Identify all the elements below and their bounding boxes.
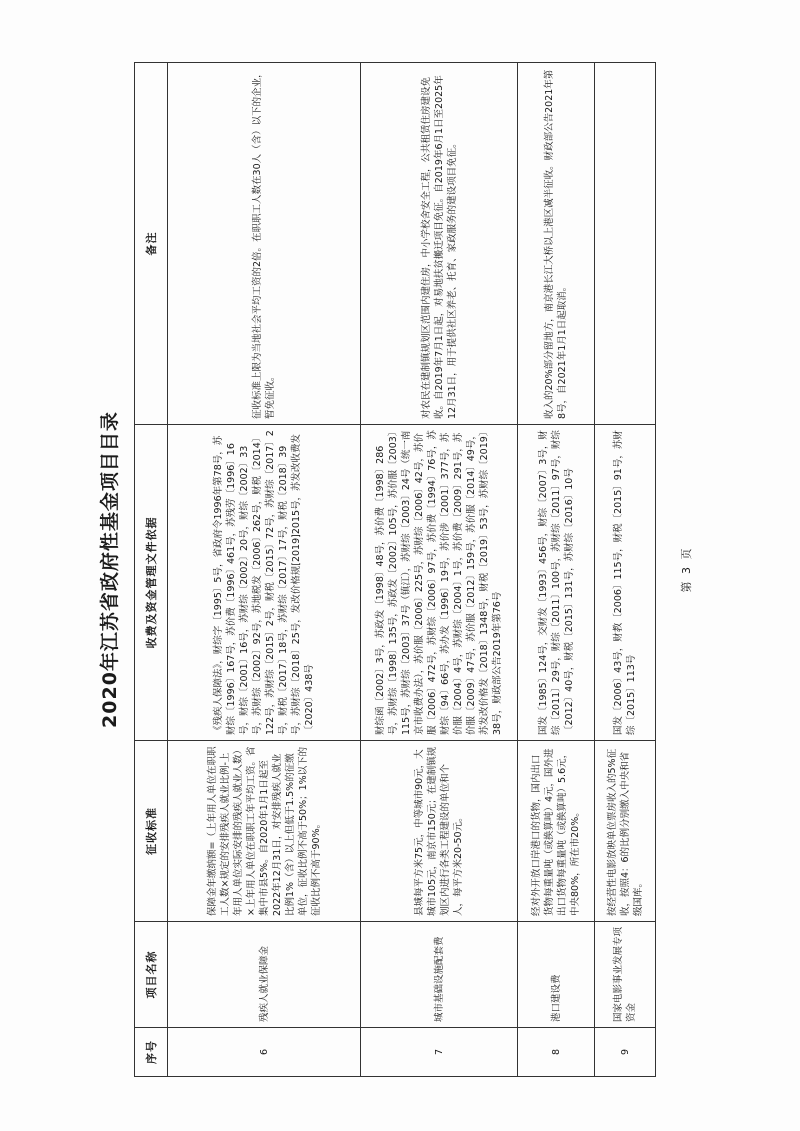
- levy-standard: 县城每平方米75元，中等城市90元，大城市105元，南京市150元；在建制镇规划区内进行各类工程建设的单位和个人，每平方米20-50元。: [361, 741, 518, 922]
- header-standard: 征收标准: [135, 741, 168, 922]
- row-number: 7: [361, 1028, 518, 1077]
- remarks: [595, 63, 656, 425]
- row-number: 8: [518, 1028, 595, 1077]
- table-row: [168, 63, 361, 1077]
- header-name: 项目名称: [135, 922, 168, 1028]
- basis-documents: 国发〔2006〕43号，财教〔2006〕115号，财税〔2015〕91号，苏财综〔2015〕113号: [595, 425, 656, 741]
- row-number: 6: [168, 1028, 361, 1077]
- row-number: 9: [595, 1028, 656, 1077]
- project-name: 城市基础设施配套费: [361, 922, 518, 1028]
- basis-documents: 《残疾人保障法》，财综字〔1995〕5号，省政府令1996年第78号，苏财综〔1996〕167号，苏价费〔1996〕461号，苏残劳〔1996〕16号，财综〔2001〕16号，苏财综〔2002〕20号，财综〔2002〕33号，苏财综〔2002〕92号，苏地税发〔2006〕262号，财税〔2014〕122号，苏财综〔2015〕2号，财税〔2015〕72号，苏财综〔2017〕2号，财税〔2017〕18号，苏财综〔2017〕17号，财税〔2018〕39号，苏财综〔2018〕25号，发改价格规[2019]2015号，苏发改收费发〔2020〕438号: [168, 425, 361, 741]
- header-note: 备注: [135, 63, 168, 425]
- table-row: [595, 63, 656, 1077]
- project-name: 国家电影事业发展专项资金: [595, 922, 656, 1028]
- levy-standard: 经对外开放口岸港口的货物，国内出口货物每重量吨（或换算吨）4元，国外进出口货物每重量吨（或换算吨）5.6元，中央80%，所在市20%。: [518, 741, 595, 922]
- rotated-sheet: [86, 62, 696, 1077]
- document-title: 2020年江苏省政府性基金项目目录: [98, 411, 121, 728]
- remarks: 对农民在建制镇规划区范围内建住房，中小学校舍安全工程，公共租赁住房建设免收。自2019年7月1日起，对易地扶贫搬迁项目免征。自2019年6月1日至2025年12月31日，用于提供社区养老、托育、家政服务的建设项目免征。: [361, 63, 518, 425]
- page-number: 第 3 页: [680, 546, 693, 593]
- fund-table: [134, 62, 656, 1077]
- header-no: 序号: [135, 1028, 168, 1077]
- project-name: 残疾人就业保障金: [168, 922, 361, 1028]
- levy-standard: 保障金年缴纳额=（上年用人单位在职职工人数×规定的安排残疾人就业比例-上年用人单位实际安排的残疾人就业人数）×上年用人单位在职职工年平均工资。省集中市县5%。自2020年1月1日起至2022年12月31日，对安排残疾人就业比例1%（含）以上但低于1.5%的征缴单位，征收比例不高于50%；1%以下的征收比例不高于90%。: [168, 741, 361, 922]
- basis-documents: 国发〔1985〕124号，交财发〔1993〕456号，财综〔2007〕3号，财综〔2011〕29号，财综〔2011〕100号，苏财综〔2011〕97号，财综〔2012〕40号，财税〔2015〕131号，苏财综〔2016〕10号: [518, 425, 595, 741]
- remarks: 收入的20%部分留地方，南京港长江大桥以上港区减半征收。财政部公告2021年第8号，自2021年1月1日起取消。: [518, 63, 595, 425]
- remarks: 征收标准上限为当地社会平均工资的2倍。在职职工人数在30人（含）以下的企业，暂免征收。: [168, 63, 361, 425]
- table-row: [361, 63, 518, 1077]
- table-row: [518, 63, 595, 1077]
- header-basis: 收费及资金管理文件依据: [135, 425, 168, 741]
- project-name: 港口建设费: [518, 922, 595, 1028]
- basis-documents: 财综函〔2002〕3号，苏政发〔1998〕48号，苏价费〔1998〕286号，苏财综〔1998〕135号，苏政发〔2002〕105号，苏价服〔2003〕115号，苏财综〔2003〕37号（镇江），苏财综〔2003〕24号（统一南京市收费办法），苏价服〔2006〕225号，苏财综〔2006〕42号，苏价服〔2006〕472号，苏财综〔2006〕97号，苏价费〔1994〕76号，苏财综〔94〕66号，苏办发〔1996〕19号，苏价涉〔2001〕377号，苏价服〔2004〕4号，苏财综〔2004〕1号，苏价费〔2009〕291号，苏价服〔2009〕47号，苏价服〔2012〕159号，苏价服〔2014〕49号，苏发改价格发〔2018〕1348号，财税〔2019〕53号，苏财综〔2019〕38号，财政部公告2019年第76号: [361, 425, 518, 741]
- table-header-row: [135, 63, 168, 1077]
- levy-standard: 按经营性电影放映单位票房收入的5%征收，按照4：6的比例分别缴入中央和省级国库。: [595, 741, 656, 922]
